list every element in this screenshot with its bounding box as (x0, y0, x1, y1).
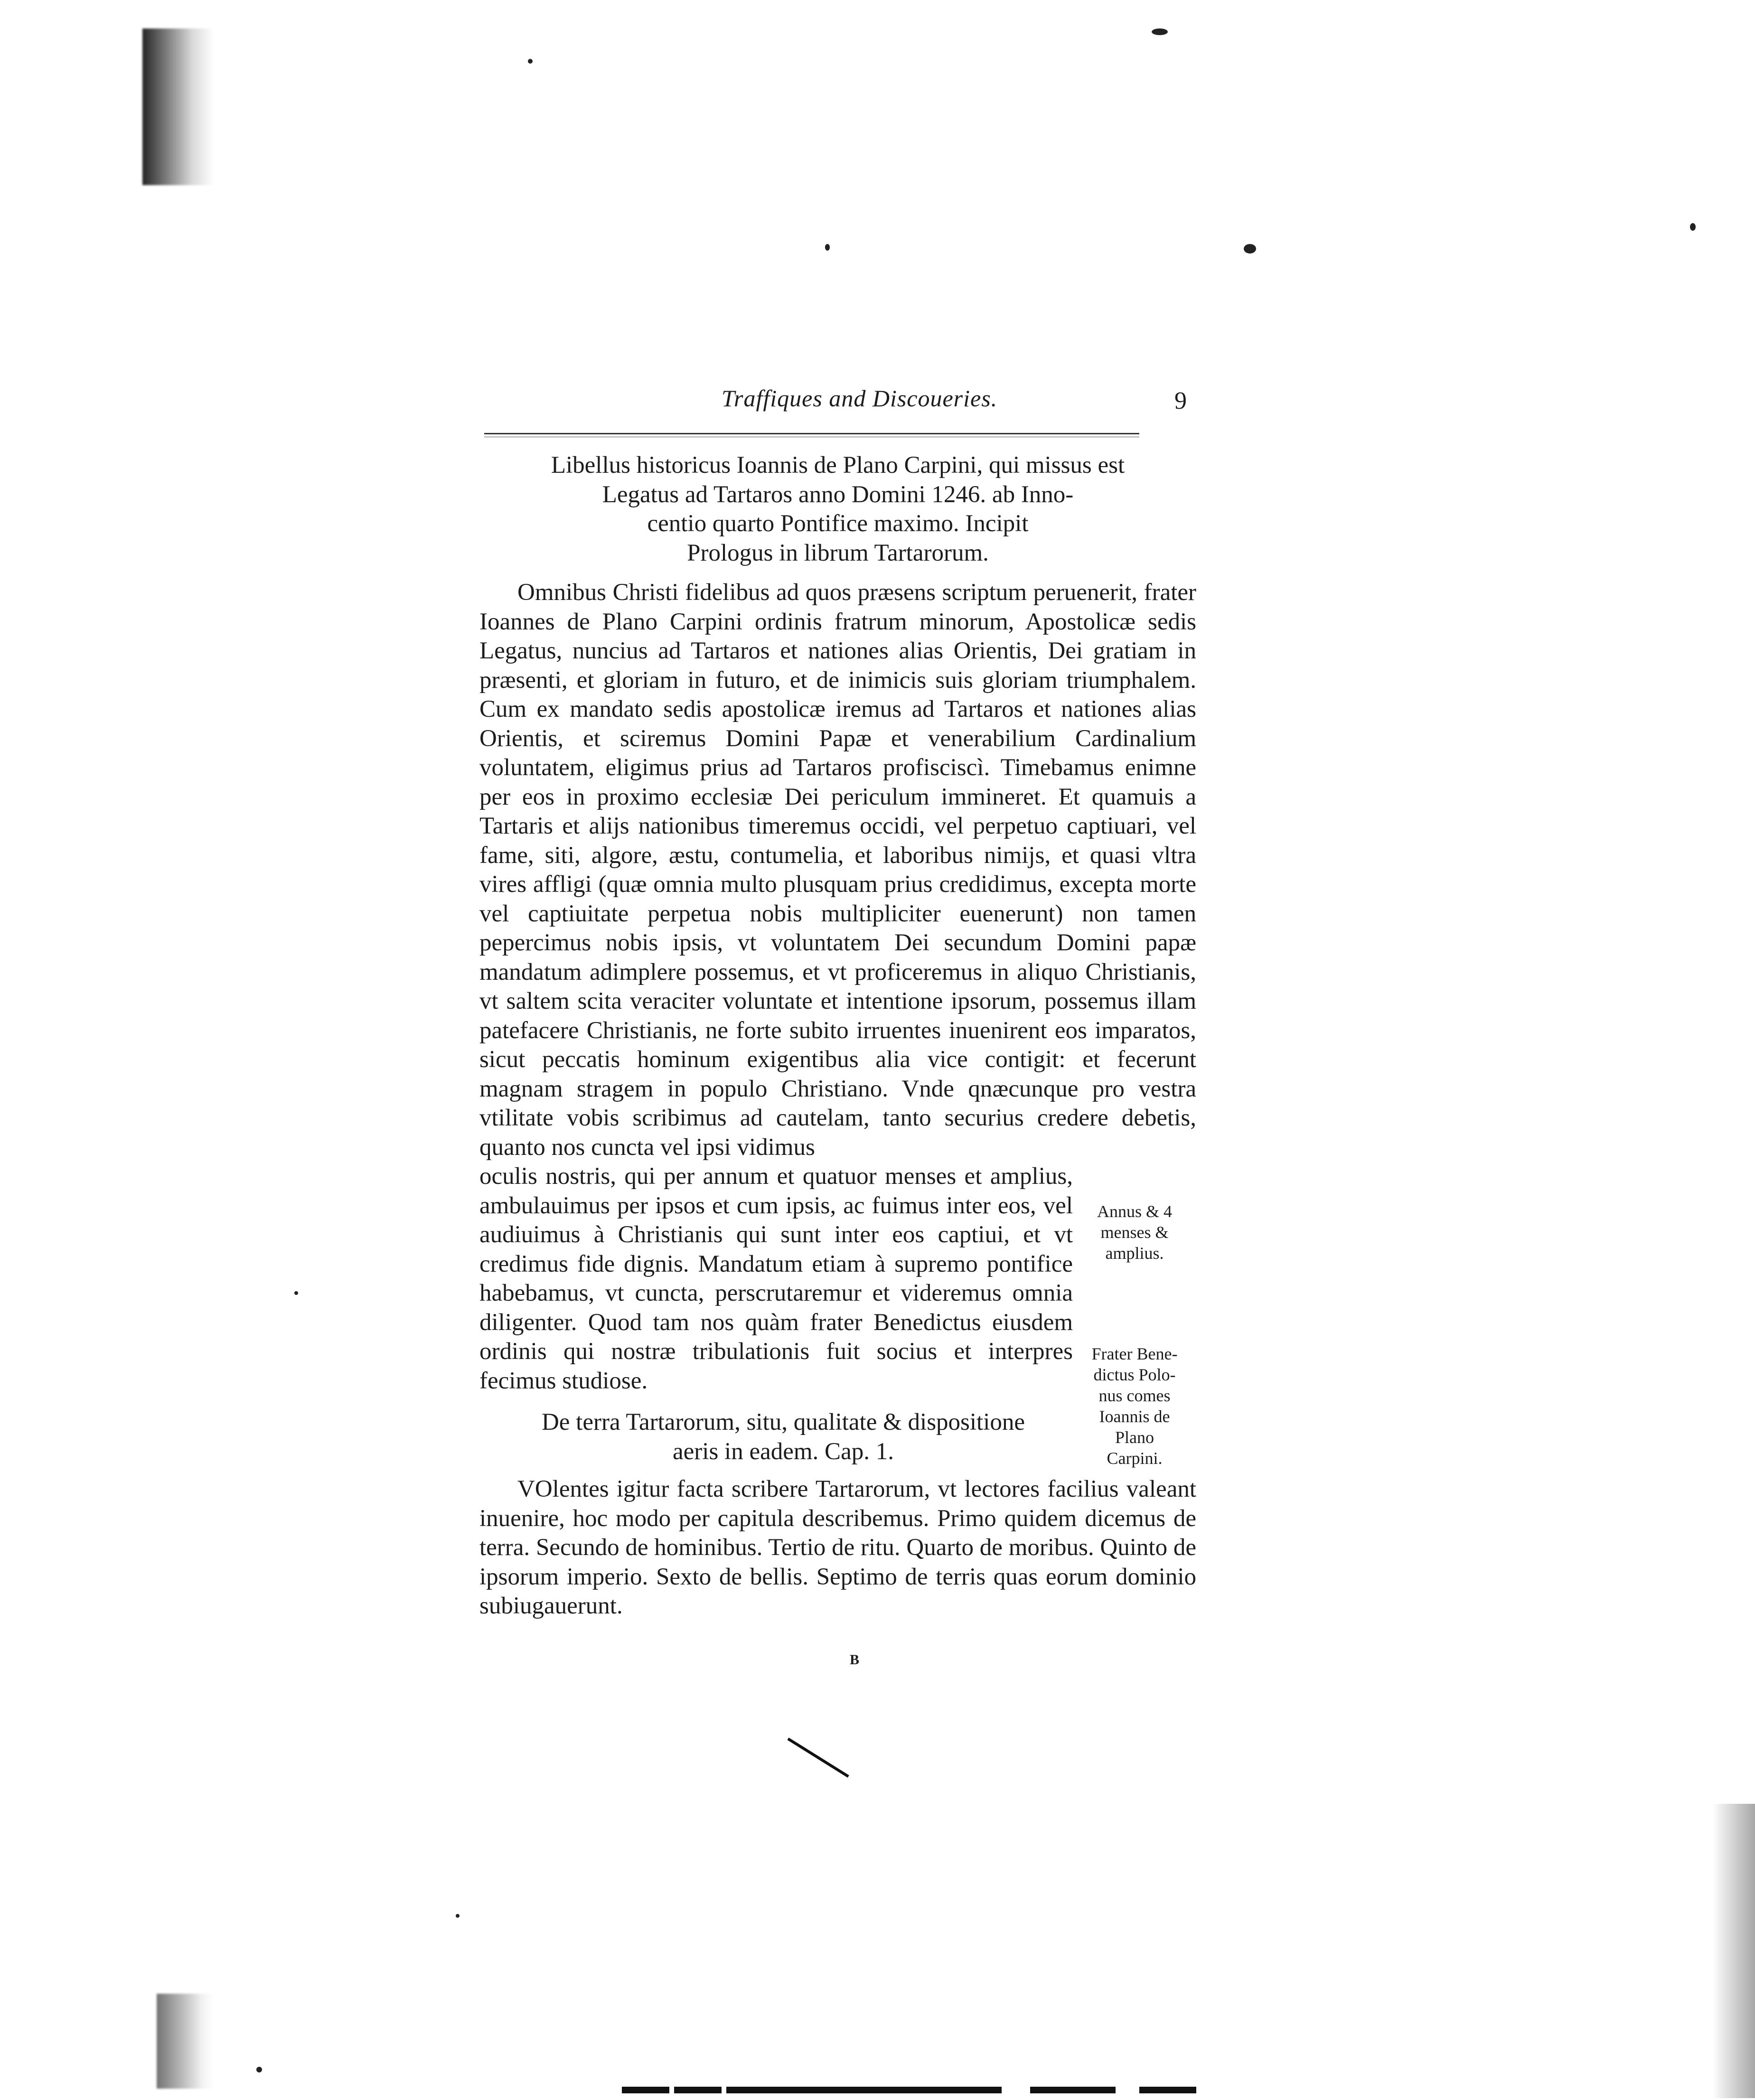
title-line: Prologus in librum Tartarorum. (687, 539, 989, 566)
margin-note-line: Ioannis de (1099, 1407, 1170, 1426)
scan-bar (674, 2087, 722, 2093)
speck (1244, 244, 1256, 253)
margin-note-line: amplius. (1105, 1244, 1164, 1263)
scan-shadow-bottom-left (157, 1994, 214, 2089)
chapter-heading-line: De terra Tartarorum, situ, qualitate & dispositione (541, 1409, 1025, 1435)
margin-note-duration (1078, 1201, 1192, 1264)
section-title (479, 451, 1196, 568)
title-line: Libellus historicus Ioannis de Plano Carpini, qui missus est (551, 452, 1125, 478)
speck (294, 1291, 298, 1295)
chapter-paragraph: VOlentes igitur facta scribere Tartarorum, vt lectores facilius valeant inuenire, hoc modo per capitula describemus. Primo quidem dicemus de terra. Secundo de hominibus. Tertio de ritu. Quarto de moribus. Quinto de ipsorum imperio. Sexto de bellis. Septimo de terris quas eorum dominio subiugauerunt. (479, 1476, 1196, 1619)
scan-bar (622, 2087, 669, 2093)
margin-note-line: Frater Bene- (1091, 1344, 1178, 1363)
speck (1152, 28, 1168, 35)
head-rule (484, 433, 1139, 437)
scan-shadow-top-left (142, 28, 214, 185)
running-title: Traffiques and Discoueries. (722, 385, 998, 412)
scan-shadow-right (1712, 1804, 1755, 2098)
running-head (722, 384, 1196, 427)
scan-bar (726, 2087, 1002, 2093)
scan-bar (1030, 2087, 1116, 2093)
margin-note-companion (1078, 1343, 1192, 1469)
prologue-paragraph: Omnibus Christi fidelibus ad quos præsens scriptum peruenerit, frater Ioannes de Plano Carpini ordinis fratrum minorum, Apostolicæ sedis Legatus, nuncius ad Tartaros et nationes alias Orientis, Dei gratiam in præsenti, et gloriam in futuro, et de inimicis suis gloriam triumphalem. Cum ex mandato sedis apostolicæ iremus ad Tartaros et nationes alias Orientis, et sciremus Domini Papæ et venerabilium Cardinalium voluntatem, eligimus prius ad Tartaros profisciscì. Timebamus enimne per eos in proximo ecclesiæ Dei periculum immineret. Et quamuis a Tartaris et alijs nationibus timeremus occidi, vel perpetuo captiuari, vel fame, siti, algore, æstu, contumelia, et laboribus nimijs, et quasi vltra vires affligi (quæ omnia multo plusquam prius credidimus, excepta morte vel captiuitate perpetua nobis multipliciter euenerunt) non tamen pepercimus nobis ipsis, vt voluntatem Dei secundum Domini papæ mandatum adimplere possemus, et vt proficeremus in aliquo Christianis, vt saltem scita veraciter voluntate et intentione ipsorum, possemus illam patefacere Christianis, ne forte subito irruentes inuenirent eos imparatos, sicut peccatis hominum exigentibus alia vice contigit: et fecerunt magnam stragem in populo Christiano. Vnde qnæcunque pro vestra vtilitate vobis scribimus ad cautelam, tanto securius credere debetis, quanto nos cuncta vel ipsi vidimus (479, 579, 1196, 1161)
margin-note-line: Plano (1115, 1428, 1154, 1447)
speck (256, 2067, 262, 2072)
margin-note-line: dictus Polo- (1093, 1365, 1176, 1384)
title-line: Legatus ad Tartaros anno Domini 1246. ab Inno- (602, 481, 1074, 508)
margin-note-line: Carpini. (1107, 1449, 1163, 1468)
pen-stroke (787, 1737, 849, 1778)
margin-note-line: nus comes (1098, 1386, 1171, 1405)
scan-bar (1139, 2087, 1196, 2093)
prologue-paragraph-continued: oculis nostris, qui per annum et quatuor menses et amplius, ambulauimus per ipsos et cum ipsis, ac fuimus inter eos, vel audiuimus à Christianis qui sunt inter eos captiui, et vt credimus fide dignis. Mandatum etiam à supremo pontifice habebamus, vt cuncta, perscrutaremur et videremus omnia diligenter. Quod tam nos quàm frater Benedictus eiusdem ordinis qui nostræ tribulationis fuit socius et interpres fecimus studiose. (479, 1163, 1073, 1394)
signature-mark: B (850, 1652, 860, 1668)
speck (528, 59, 533, 64)
speck (1690, 223, 1696, 231)
margin-note-line: menses & (1100, 1223, 1169, 1242)
speck (825, 244, 830, 251)
margin-note-line: Annus & 4 (1097, 1202, 1172, 1221)
chapter-heading-line: aeris in eadem. Cap. 1. (673, 1438, 894, 1465)
page-number: 9 (1174, 387, 1187, 414)
speck (456, 1914, 460, 1918)
title-line: centio quarto Pontifice maximo. Incipit (647, 510, 1029, 537)
